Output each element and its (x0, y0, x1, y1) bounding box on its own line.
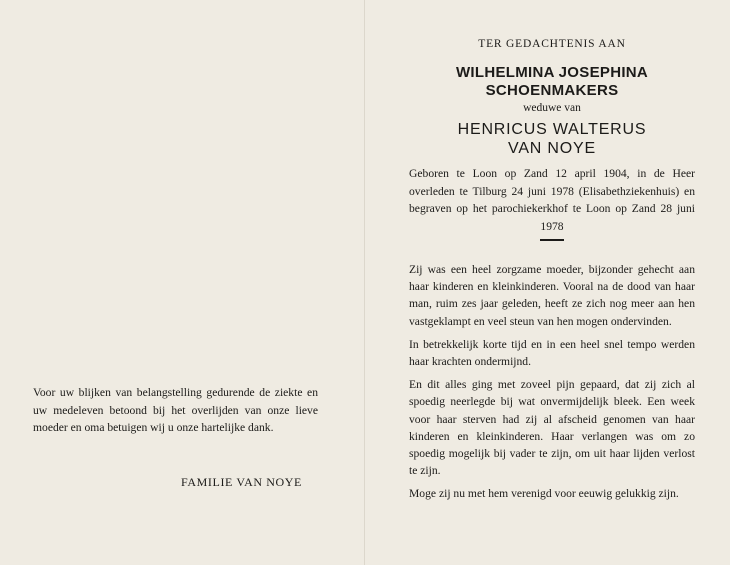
family-signature: FAMILIE VAN NOYE (181, 475, 302, 489)
husband-name-last: VAN NOYE (508, 140, 596, 157)
paragraph-2: In betrekkelijk korte tijd en in een heel snel tempo werden haar krachten ondermijnd. (409, 337, 695, 369)
husband-name-first: HENRICUS WALTERUS (457, 121, 647, 138)
memorial-text (409, 261, 695, 509)
memorial-header-block (409, 38, 695, 241)
divider (540, 239, 564, 241)
deceased-name-first: WILHELMINA JOSEPHINA (455, 64, 649, 81)
fold-line (364, 0, 365, 565)
deceased-name-last: SCHOENMAKERS (485, 82, 619, 99)
paragraph-3: En dit alles ging met zoveel pijn gepaard, dat zij zich al spoedig neerlegde bij wat onvermijdelijk bleek. Een week voor haar sterven had zij al afscheid genomen van haar kinderen en kleinkinderen. Haar verlangen was om zo spoedig mogelijk bij vader te zijn, om uit haar lijden verlost te zijn. (409, 378, 695, 478)
thank-you-message (33, 384, 318, 437)
memorial-header: TER GEDACHTENIS AAN (478, 38, 626, 50)
biography: Geboren te Loon op Zand 12 april 1904, in de Heer overleden te Tilburg 24 juni 1978 (Elisabethziekenhuis) en begraven op het parochiekerkhof te Loon op Zand 28 juni 1978 (409, 167, 695, 233)
thank-you-text: Voor uw blijken van belangstelling gedurende de ziekte en uw medeleven betoond bij het overlijden van onze lieve moeder en oma betuigen wij u onze hartelijke dank. (33, 386, 318, 434)
paragraph-4: Moge zij nu met hem verenigd voor eeuwig gelukkig zijn. (409, 487, 679, 501)
widow-of-label: weduwe van (523, 102, 581, 114)
paragraph-1: Zij was een heel zorgzame moeder, bijzonder gehecht aan haar kinderen en kleinkinderen. Vooral na de dood van haar man, ruim zes jaar geleden, heeft ze zich nog meer aan hen vastgeklampt en veel steun van hen mogen ondervinden. (409, 263, 695, 328)
